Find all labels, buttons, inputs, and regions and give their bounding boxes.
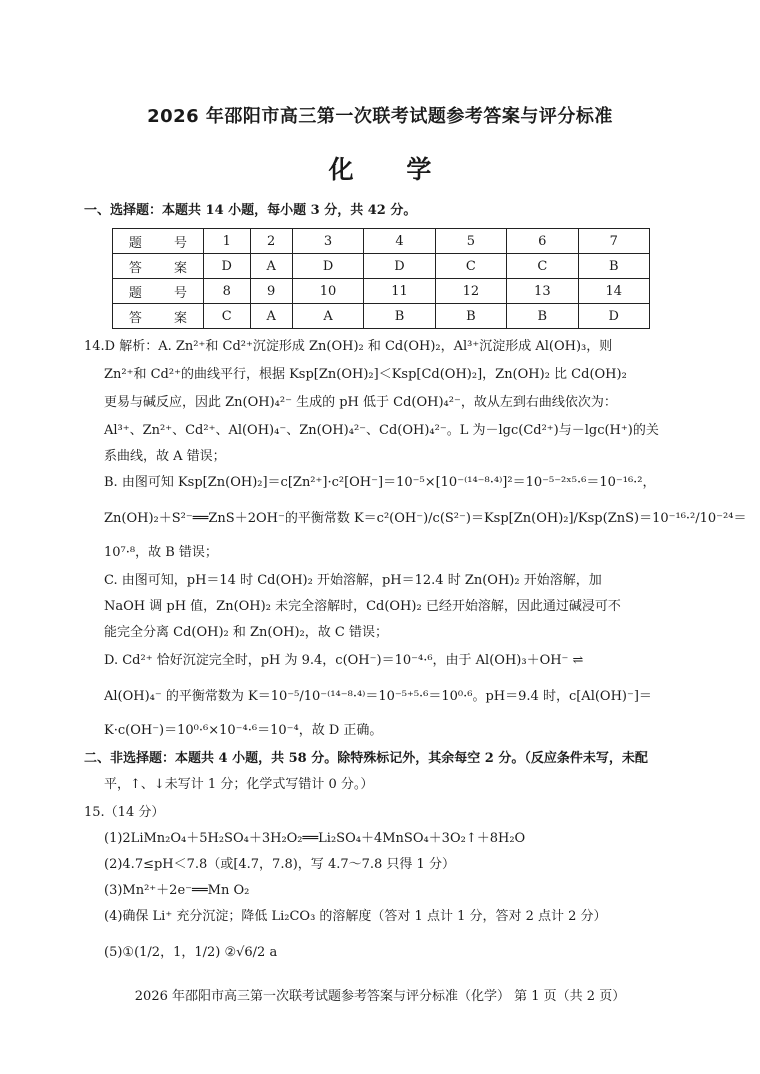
table-cell: 题 号 <box>113 229 204 254</box>
table-cell: C <box>507 254 578 279</box>
q15-answer: (4)确保 Li⁺ 充分沉淀；降低 Li₂CO₃ 的溶解度（答对 1 点计 1 分，答对 2 点计 2 分） <box>104 909 607 924</box>
q14-line: 系曲线，故 A 错误； <box>104 449 226 464</box>
table-cell: 答 案 <box>113 254 204 279</box>
table-cell: 13 <box>507 279 578 304</box>
table-cell: 12 <box>435 279 506 304</box>
table-cell: 5 <box>435 229 506 254</box>
section2-note: 平，↑、↓未写计 1 分；化学式写错计 0 分。） <box>104 777 374 792</box>
table-cell: B <box>435 304 506 329</box>
table-cell: A <box>292 304 363 329</box>
table-cell: 9 <box>250 279 292 304</box>
table-cell: D <box>364 254 435 279</box>
table-cell: B <box>578 254 649 279</box>
table-cell: D <box>292 254 363 279</box>
subject-title: 化 学 <box>328 155 454 184</box>
table-cell: 1 <box>204 229 251 254</box>
q14-line: NaOH 调 pH 值，Zn(OH)₂ 未完全溶解时，Cd(OH)₂ 已经开始溶解，因此通过碱浸可不 <box>104 599 621 614</box>
table-cell: B <box>364 304 435 329</box>
q14-line: K·c(OH⁻)＝10⁰·⁶×10⁻⁴·⁶＝10⁻⁴，故 D 正确。 <box>104 723 383 738</box>
q14-line: Zn²⁺和 Cd²⁺的曲线平行，根据 Ksp[Zn(OH)₂]＜Ksp[Cd(OH)₂]，Zn(OH)₂ 比 Cd(OH)₂ <box>104 367 627 382</box>
q14-line: Zn(OH)₂＋S²⁻══ZnS＋2OH⁻的平衡常数 K＝c²(OH⁻)/c(S²⁻)＝Ksp[Zn(OH)₂]/Ksp(ZnS)＝10⁻¹⁶·²/10⁻²⁴＝ <box>104 511 747 526</box>
table-cell: 7 <box>578 229 649 254</box>
table-cell: D <box>204 254 251 279</box>
q14-line: 更易与碱反应，因此 Zn(OH)₄²⁻ 生成的 pH 低于 Cd(OH)₄²⁻，故从左到右曲线依次为： <box>104 395 617 410</box>
table-cell: 14 <box>578 279 649 304</box>
table-cell: C <box>435 254 506 279</box>
q15-heading: 15.（14 分） <box>84 805 165 820</box>
table-cell: 6 <box>507 229 578 254</box>
table-cell: 8 <box>204 279 251 304</box>
table-cell: C <box>204 304 251 329</box>
section1-heading: 一、选择题：本题共 14 小题，每小题 3 分，共 42 分。 <box>84 203 417 218</box>
table-cell: D <box>578 304 649 329</box>
section2-heading: 二、非选择题：本题共 4 小题，共 58 分。除特殊标记外，其余每空 2 分。（反应条件未写，未配 <box>84 751 648 766</box>
table-cell: 题 号 <box>113 279 204 304</box>
q15-answer: (5)①(1/2，1，1/2) ②√6/2 a <box>104 945 278 960</box>
table-cell: 3 <box>292 229 363 254</box>
q14-line: Al(OH)₄⁻ 的平衡常数为 K＝10⁻⁵/10⁻⁽¹⁴⁻⁸·⁴⁾＝10⁻⁵⁺⁵·⁶＝10⁰·⁶。pH＝9.4 时，c[Al(OH)⁻]＝ <box>104 689 652 704</box>
q14-line: 14.D 解析：A. Zn²⁺和 Cd²⁺沉淀形成 Zn(OH)₂ 和 Cd(OH)₂，Al³⁺沉淀形成 Al(OH)₃，则 <box>84 339 613 354</box>
q15-answer: (1)2LiMn₂O₄＋5H₂SO₄＋3H₂O₂══Li₂SO₄＋4MnSO₄＋3O₂↑＋8H₂O <box>104 831 526 846</box>
table-cell: 4 <box>364 229 435 254</box>
q15-answer: (2)4.7≤pH＜7.8（或[4.7，7.8)，写 4.7～7.8 只得 1 分） <box>104 857 455 872</box>
answer-table <box>112 228 650 329</box>
q14-line: 10⁷·⁸，故 B 错误； <box>104 545 218 560</box>
table-cell: 10 <box>292 279 363 304</box>
table-cell: 11 <box>364 279 435 304</box>
q14-line: B. 由图可知 Ksp[Zn(OH)₂]＝c[Zn²⁺]·c²[OH⁻]＝10⁻⁵×[10⁻⁽¹⁴⁻⁸·⁴⁾]²＝10⁻⁵⁻²ˣ⁵·⁶＝10⁻¹⁶·²， <box>104 475 656 490</box>
table-cell: B <box>507 304 578 329</box>
q14-line: D. Cd²⁺ 恰好沉淀完全时，pH 为 9.4，c(OH⁻)＝10⁻⁴·⁶，由于 Al(OH)₃＋OH⁻ ⇌ <box>104 653 584 668</box>
table-cell: A <box>250 304 292 329</box>
page-title: 2026 年邵阳市高三第一次联考试题参考答案与评分标准 <box>147 106 613 127</box>
table-cell: A <box>250 254 292 279</box>
table-cell: 答 案 <box>113 304 204 329</box>
q14-line: 能完全分离 Cd(OH)₂ 和 Zn(OH)₂，故 C 错误； <box>104 625 388 640</box>
table-row <box>113 254 650 279</box>
table-row <box>113 304 650 329</box>
q14-line: C. 由图可知，pH＝14 时 Cd(OH)₂ 开始溶解，pH＝12.4 时 Zn(OH)₂ 开始溶解，加 <box>104 573 602 588</box>
q14-line: Al³⁺、Zn²⁺、Cd²⁺、Al(OH)₄⁻、Zn(OH)₄²⁻、Cd(OH)₄²⁻。L 为－lgc(Cd²⁺)与－lgc(H⁺)的关 <box>104 423 659 438</box>
table-row <box>113 229 650 254</box>
page-footer: 2026 年邵阳市高三第一次联考试题参考答案与评分标准（化学） 第 1 页（共 2 页） <box>134 989 626 1004</box>
q15-answer: (3)Mn²⁺＋2e⁻══Mn O₂ <box>104 883 250 898</box>
table-cell: 2 <box>250 229 292 254</box>
table-row <box>113 279 650 304</box>
